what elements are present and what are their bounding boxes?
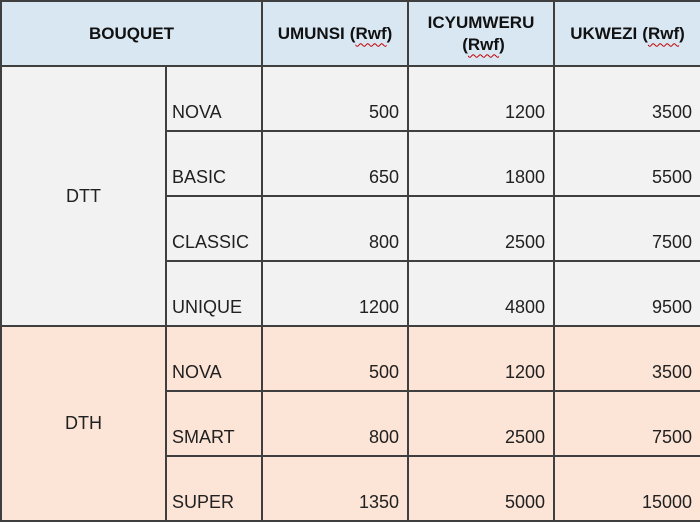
price-cell-ukwezi: 7500 (554, 196, 700, 261)
price-cell-ukwezi: 3500 (554, 66, 700, 131)
price-cell-icyumweru: 1800 (408, 131, 554, 196)
price-cell-icyumweru: 1200 (408, 66, 554, 131)
price-cell-umunsi: 1350 (262, 456, 408, 521)
header-icyumweru-label: ICYUMWERU (427, 12, 535, 32)
price-cell-umunsi: 500 (262, 66, 408, 131)
header-umunsi-label: UMUNSI (277, 23, 345, 43)
price-cell-umunsi: 650 (262, 131, 408, 196)
price-cell-ukwezi: 3500 (554, 326, 700, 391)
price-cell-icyumweru: 2500 (408, 391, 554, 456)
price-cell-ukwezi: 7500 (554, 391, 700, 456)
price-cell-umunsi: 800 (262, 196, 408, 261)
header-ukwezi-label: UKWEZI (570, 23, 638, 43)
paren-close: ) (386, 23, 393, 43)
table-row (1, 66, 700, 131)
header-icyumweru-unit (462, 34, 505, 56)
bouquet-name-cell: NOVA (166, 66, 262, 131)
header-umunsi-unit (350, 23, 393, 45)
price-cell-ukwezi: 9500 (554, 261, 700, 326)
price-cell-umunsi: 800 (262, 391, 408, 456)
header-umunsi (262, 1, 408, 66)
unit-rwf-misspelled: Rwf (647, 23, 680, 43)
header-bouquet-label: BOUQUET (89, 23, 174, 43)
bouquet-name-cell: CLASSIC (166, 196, 262, 261)
price-cell-icyumweru: 5000 (408, 456, 554, 521)
price-cell-icyumweru: 4800 (408, 261, 554, 326)
bouquet-name-cell: UNIQUE (166, 261, 262, 326)
price-cell-ukwezi: 15000 (554, 456, 700, 521)
header-ukwezi (554, 1, 700, 66)
paren-open: ( (642, 23, 648, 43)
header-ukwezi-unit (642, 23, 685, 45)
paren-open: ( (462, 34, 468, 54)
bouquet-name-cell: BASIC (166, 131, 262, 196)
price-cell-icyumweru: 2500 (408, 196, 554, 261)
price-cell-umunsi: 1200 (262, 261, 408, 326)
price-cell-ukwezi: 5500 (554, 131, 700, 196)
table-header-row (1, 1, 700, 66)
header-icyumweru (408, 1, 554, 66)
group-cell-dtt: DTT (1, 66, 166, 326)
paren-open: ( (349, 23, 356, 43)
bouquet-name-cell: NOVA (166, 326, 262, 391)
group-cell-dth: DTH (1, 326, 166, 521)
price-cell-umunsi: 500 (262, 326, 408, 391)
unit-rwf-misspelled: Rwf (355, 23, 387, 43)
bouquet-name-cell: SUPER (166, 456, 262, 521)
bouquet-name-cell: SMART (166, 391, 262, 456)
unit-rwf-misspelled: Rwf (467, 34, 500, 54)
paren-close: ) (679, 23, 685, 43)
header-bouquet (1, 1, 262, 66)
paren-close: ) (499, 34, 505, 54)
price-cell-icyumweru: 1200 (408, 326, 554, 391)
table-row (1, 326, 700, 391)
